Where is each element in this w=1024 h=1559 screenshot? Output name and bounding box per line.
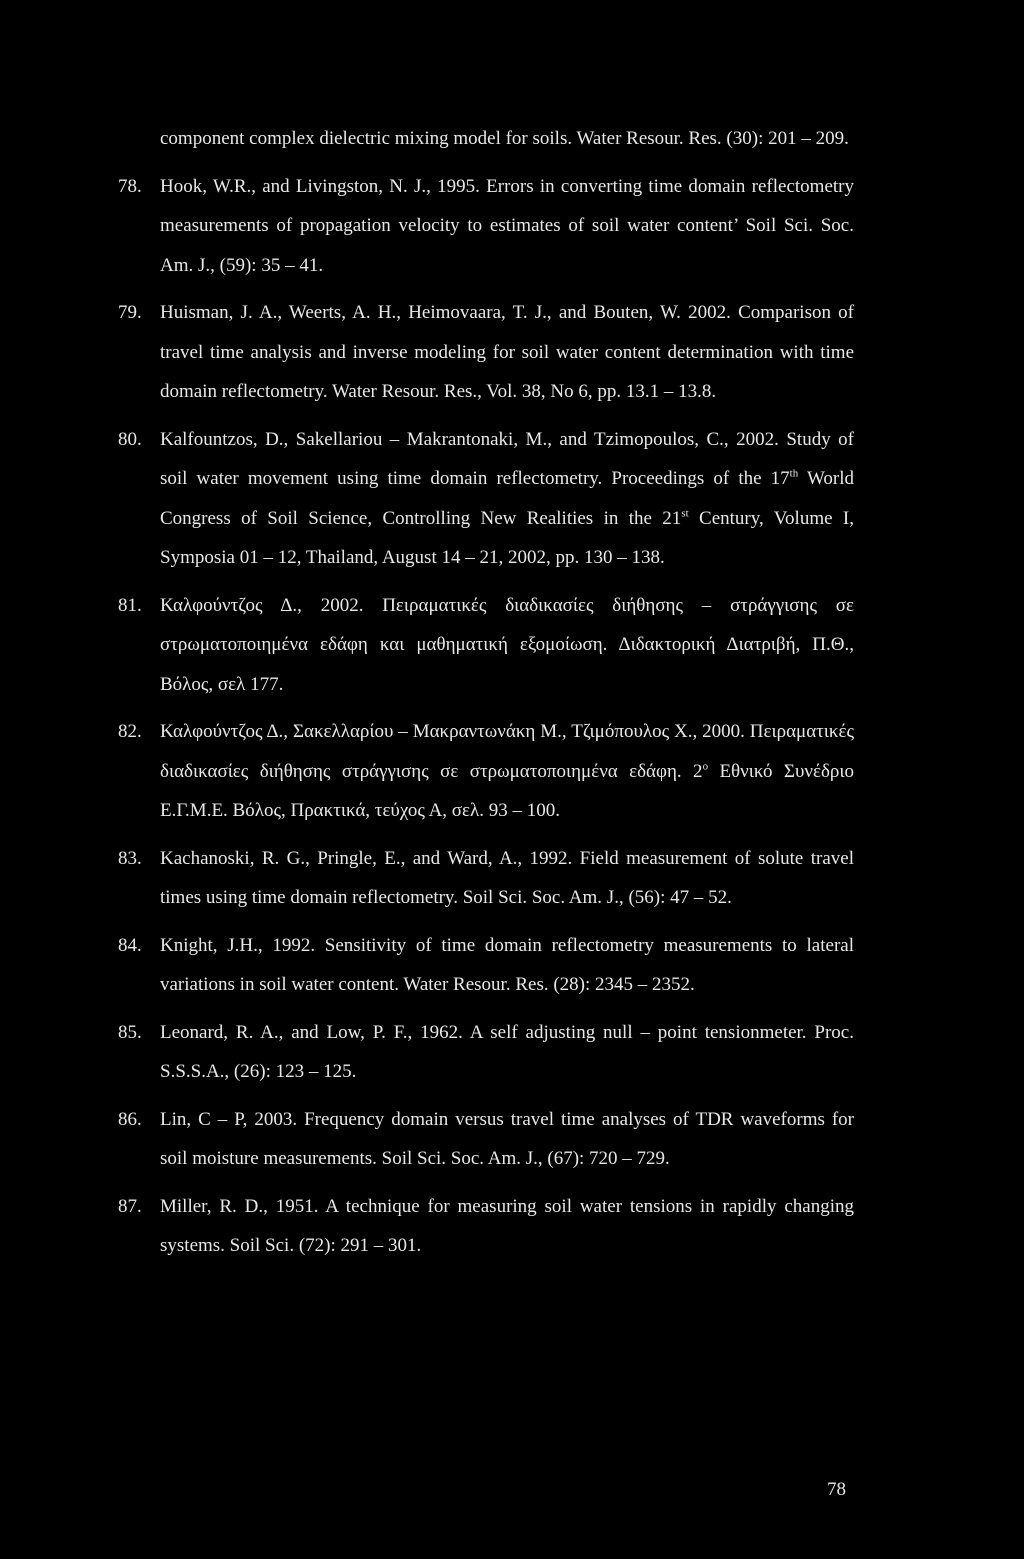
reference-number: 81. [118,594,142,616]
reference-item [118,119,854,159]
reference-text-part: Kalfountzos, D., Sakellariou – Makrantonaki, M., and Tzimopoulos, C., 2002. Study of soil water movement using time domain reflectometry. Proceedings of the 17 [160,428,854,489]
reference-item [118,712,854,831]
reference-number: 82. [118,721,142,742]
reference-item [118,420,854,578]
reference-item [118,1013,854,1092]
reference-item [118,1100,854,1179]
reference-number: 79. [118,302,142,323]
reference-text: Knight, J.H., 1992. Sensitivity of time domain reflectometry measurements to lateral variations in soil water content. Water Resour. Res. (28): 2345 – 2352. [160,934,854,995]
reference-number: 83. [118,847,142,869]
reference-number: 85. [118,1021,142,1043]
reference-item [118,293,854,412]
superscript-ordinal: ο [702,760,709,773]
reference-item [118,1187,854,1266]
reference-text: Lin, C – P, 2003. Frequency domain versus travel time analyses of TDR waveforms for soil moisture measurements. Soil Sci. Soc. Am. J., (67): 720 – 729. [160,1108,854,1169]
reference-number: 86. [118,1108,142,1130]
reference-text: Leonard, R. A., and Low, P. F., 1962. A self adjusting null – point tensionmeter. Proc. S.S.S.A., (26): 123 – 125. [160,1021,854,1082]
reference-text [160,712,854,831]
page-number: 78 [827,1479,846,1500]
reference-text-part: Καλφούντζος Δ., Σακελλαρίου – Μακραντωνάκη Μ., Τζιμόπουλος Χ., 2000. Πειραματικές διαδικασίες διήθησης στράγγισης σε στρωματοποιημένα εδάφη. 2 [160,721,854,782]
reference-text: Καλφούντζος Δ., 2002. Πειραματικές διαδικασίες διήθησης – στράγγισης σε στρωματοποιημένα εδάφη και μαθηματική εξομοίωση. Διδακτορική Διατριβή, Π.Θ., Βόλος, σελ 177. [160,594,854,695]
reference-text-part: Εθνικό Συνέδριο Ε.Γ.Μ.Ε. Βόλος, Πρακτικά, τεύχος Α, σελ. 93 – 100. [160,760,854,821]
reference-text-part: World Congress of Soil Science, Controlling New Realities in the 21 [160,468,854,529]
reference-text-part: Century, Volume I, Symposia 01 – 12, Thailand, August 14 – 21, 2002, pp. 130 – 138. [160,507,854,568]
reference-number: 78. [118,175,142,197]
reference-text: Hook, W.R., and Livingston, N. J., 1995. Errors in converting time domain reflectometry measurements of propagation velocity to estimates of soil water content’ Soil Sci. Soc. Am. J., (59): 35 – 41. [160,175,854,276]
reference-text: component complex dielectric mixing model for soils. Water Resour. Res. (30): 201 – 209. [160,128,849,149]
superscript-ordinal: th [789,467,799,480]
reference-number: 87. [118,1195,142,1217]
reference-item [118,839,854,918]
reference-item [118,926,854,1005]
reference-item [118,167,854,286]
reference-text: Miller, R. D., 1951. A technique for measuring soil water tensions in rapidly changing systems. Soil Sci. (72): 291 – 301. [160,1195,854,1256]
reference-text: Kachanoski, R. G., Pringle, E., and Ward, A., 1992. Field measurement of solute travel times using time domain reflectometry. Soil Sci. Soc. Am. J., (56): 47 – 52. [160,847,854,908]
reference-number: 84. [118,934,142,956]
superscript-ordinal: st [681,507,689,520]
reference-text [160,420,854,578]
reference-text: Huisman, J. A., Weerts, A. H., Heimovaara, T. J., and Bouten, W. 2002. Comparison of travel time analysis and inverse modeling for soil water content determination with time domain reflectometry. Water Resour. Res., Vol. 38, No 6, pp. 13.1 – 13.8. [160,302,854,402]
reference-item [118,586,854,705]
reference-list [118,119,854,1274]
reference-number: 80. [118,428,142,450]
